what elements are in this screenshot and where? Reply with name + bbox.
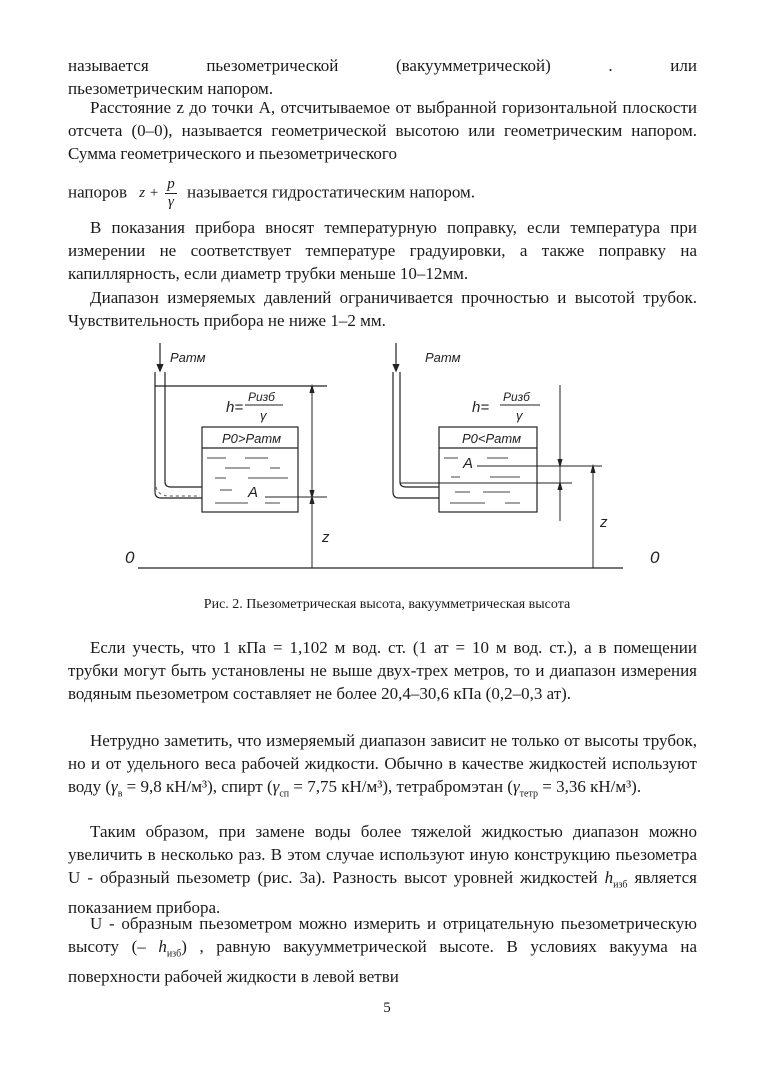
formula-suffix: называется гидростатическим напором. <box>187 182 476 202</box>
h-subscript: изб <box>613 879 628 891</box>
right-z-label: z <box>600 514 608 531</box>
paragraph-1-line-1: называется пьезометрической (вакуумметрической) . или <box>68 56 697 75</box>
p6-text-a: Нетрудно заметить, что измеряемый диапазон зависит не только от высоты трубок, но и от удельного веса рабочей жидкости. Обычно в качестве жидкостей используют воду ( <box>68 731 697 796</box>
right-h-denominator: γ <box>516 408 523 423</box>
left-h-numerator: Pизб <box>248 390 275 404</box>
paragraph-4: Диапазон измеряемых давлений ограничивается прочностью и высотой трубок. Чувствительность прибора не ниже 1–2 мм. <box>68 288 697 330</box>
gamma-subscript: в <box>117 788 123 800</box>
paragraph-1-line-2: пьезометрическим напором. <box>68 79 274 98</box>
left-h-denominator: γ <box>260 408 267 423</box>
right-tank-pressure-label: P0<Pатм <box>462 431 521 446</box>
paragraph-8 <box>68 912 697 988</box>
page-number: 5 <box>383 1000 391 1016</box>
p6-text-d: = 3,36 кН/м³). <box>537 777 642 796</box>
left-z-label: z <box>322 529 330 546</box>
left-tank-pressure-label: P0>Pатм <box>222 431 281 446</box>
right-h-label: h= <box>472 399 490 416</box>
p6-text-b: = 9,8 кН/м³), спирт ( <box>122 777 273 796</box>
p7-text-b: является показанием прибора. <box>68 868 697 918</box>
paragraph-5: Если учесть, что 1 кПа = 1,102 м вод. ст. (1 ат = 10 м вод. ст.), а в помещении трубки могут быть установлены не выше двух-трех метров, то и диапазон измерения водяным пьезометром составляет не более 20,4–30,6 кПа (0,2–0,3 ат). <box>68 638 697 703</box>
paragraph-2: Расстояние z до точки А, отсчитываемое от выбранной горизонтальной плоскости отсчета (0–0), называется геометрической высотою или геометрическим напором. Сумма геометрического и пьезометрического <box>68 98 697 163</box>
left-p-atm-label: Pатм <box>170 350 206 365</box>
figure-caption: Рис. 2. Пьезометрическая высота, вакуумметрическая высота <box>203 597 571 612</box>
p7-text-a: Таким образом, при замене воды более тяжелой жидкостью диапазон можно увеличить в несколько раз. В этом случае используют иную конструкцию пьезометра U - образный пьезометр (рис. 3а). Разность высот уровней жидкостей <box>68 822 697 887</box>
gamma-subscript: сп <box>279 788 290 800</box>
p8-text-a: U - образным пьезометром можно измерить и отрицательную пьезометрическую высоту (– <box>68 914 697 956</box>
left-point-a: A <box>248 484 259 501</box>
left-tube <box>155 372 202 498</box>
paragraph-3: В показания прибора вносят температурную поправку, если температура при измерении не соответствует температуре градуировки, а также поправку на капиллярность, если диаметр трубки меньше 10–12мм. <box>68 218 697 283</box>
gamma-subscript: тетр <box>519 788 538 800</box>
formula-z: z + <box>139 185 160 202</box>
gamma-symbol: γ <box>110 777 118 796</box>
origin-left-label: 0 <box>125 548 135 567</box>
h-symbol: h <box>158 937 167 956</box>
right-p-atm-label: Pатм <box>425 350 461 365</box>
right-point-a: A <box>463 455 474 472</box>
formula-prefix: напоров <box>68 182 128 202</box>
right-h-numerator: Pизб <box>503 390 530 404</box>
paragraph-6 <box>68 729 697 805</box>
paragraph-7 <box>68 820 697 919</box>
gamma-symbol: γ <box>272 777 280 796</box>
formula-numerator: p <box>167 176 175 192</box>
h-subscript: изб <box>166 948 182 960</box>
origin-right-label: 0 <box>650 548 660 567</box>
p6-text-c: = 7,75 кН/м³), тетрабромэтан ( <box>289 777 513 796</box>
h-symbol: h <box>604 868 614 887</box>
left-h-label: h= <box>226 399 244 416</box>
gamma-symbol: γ <box>512 777 520 796</box>
p8-text-b: ) , равную вакуумметрической высоте. В условиях вакуума на поверхности рабочей жидкости в левой ветви <box>68 937 697 987</box>
formula-denominator: γ <box>168 194 174 210</box>
